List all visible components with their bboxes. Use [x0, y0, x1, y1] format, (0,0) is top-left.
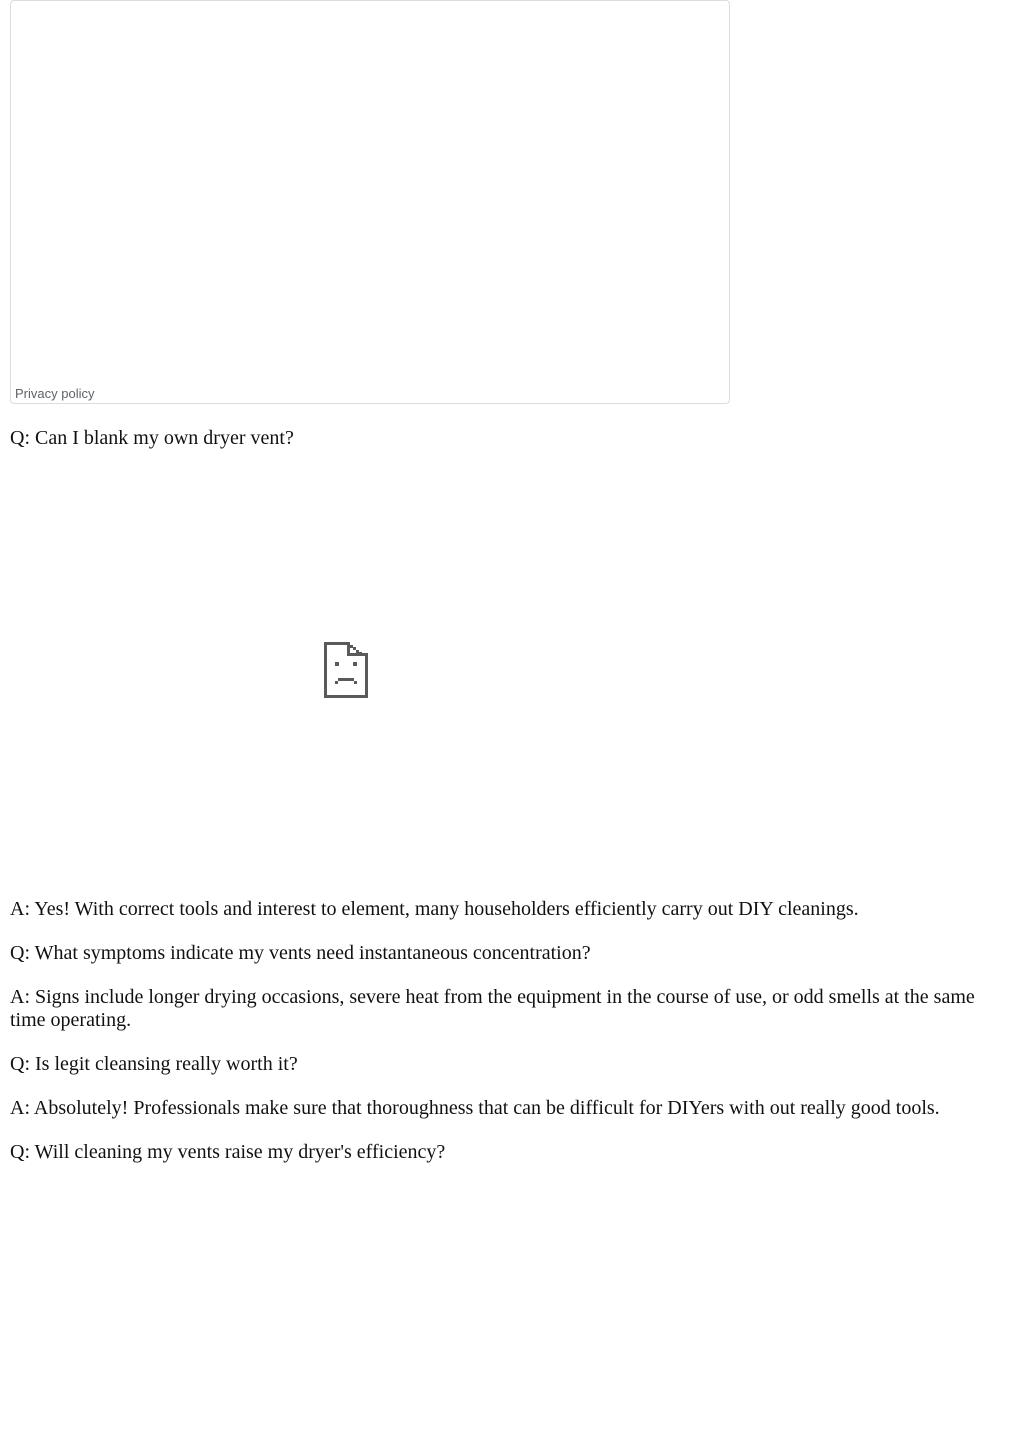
video-embed[interactable]	[10, 466, 682, 876]
faq-answer-1: A: Yes! With correct tools and interest to element, many householders efficiently carry out DIY cleanings.	[10, 898, 859, 920]
faq-question-2: Q: What symptoms indicate my vents need instantaneous concentration?	[10, 942, 591, 964]
faq-question-4: Q: Will cleaning my vents raise my dryer's efficiency?	[10, 1141, 446, 1163]
faq-question-1: Q: Can I blank my own dryer vent?	[10, 427, 294, 449]
privacy-policy-link[interactable]: Privacy policy	[14, 386, 97, 403]
faq-answer-3: A: Absolutely! Professionals make sure that thoroughness that can be difficult for DIYers with out really good tools.	[10, 1097, 940, 1119]
sad-file-icon	[324, 642, 368, 698]
map-embed[interactable]	[10, 0, 730, 404]
faq-question-3: Q: Is legit cleansing really worth it?	[10, 1053, 298, 1075]
faq-answer-2: A: Signs include longer drying occasions, severe heat from the equipment in the course of use, or odd smells at the same time operating.	[10, 986, 975, 1031]
